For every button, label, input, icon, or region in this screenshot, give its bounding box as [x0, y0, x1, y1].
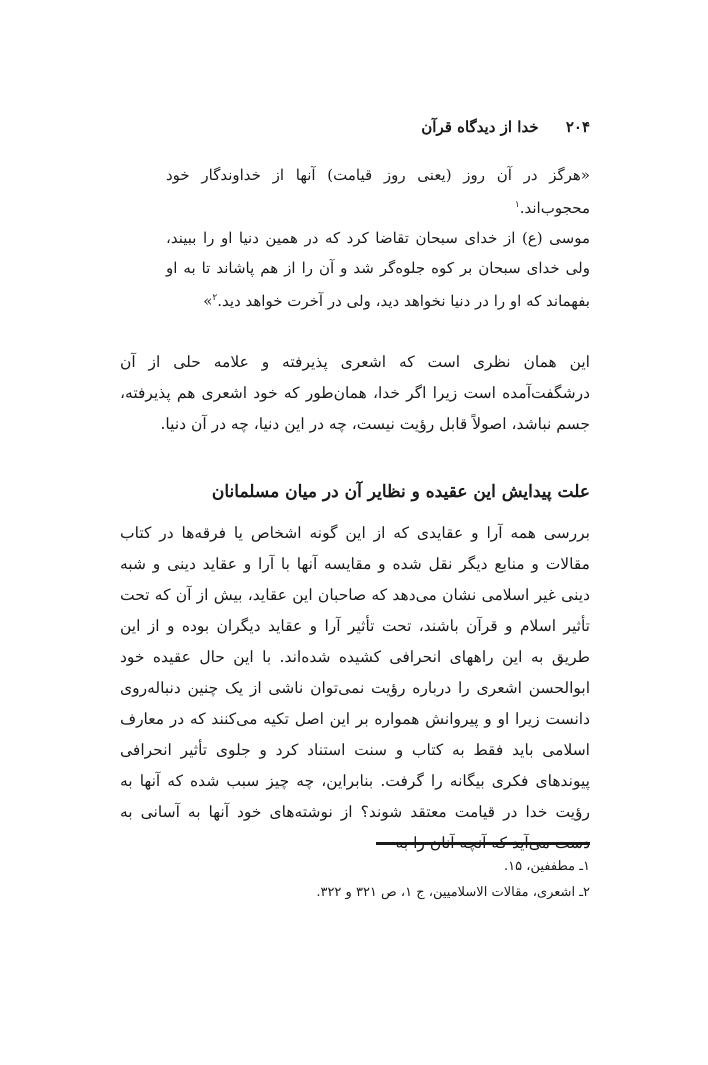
- footnote-2: ۲ـ اشعری، مقالات الاسلامیین، ج ۱، ص ۳۲۱ و ۳۲۲.: [316, 885, 590, 900]
- section-heading: علت پیدایش این عقیده و نظایر آن در میان مسلمانان: [211, 482, 590, 502]
- footnote-1: ۱ـ مطففین، ۱۵.: [504, 859, 590, 874]
- footnote-ref-1: ۱: [514, 200, 520, 210]
- page-number: ۲۰۴: [565, 118, 590, 136]
- running-header: [421, 118, 590, 136]
- body-paragraph-2: [120, 518, 590, 859]
- footnote-divider: [376, 842, 590, 845]
- footnotes: [120, 854, 590, 906]
- body-paragraph-1: [120, 347, 590, 440]
- footnote-ref-2: ۲: [212, 293, 218, 303]
- quoted-passage: [166, 160, 590, 316]
- body-text-2: بررسی همه آرا و عقایدی که از این گونه اشخاص یا فرقه‌ها در کتاب مقالات و منابع دیگر نقل شده و مقایسه آنها با آرا و عقاید دینی و شبه دینی غیر اسلامی نشان می‌دهد که صاحبان این عقاید، بیش از آن که تحت تأثیر اسلام و قرآن باشند، تحت تأثیر آرا و عقاید دیگران بوده و از این طریق به این راههای انحرافی کشیده شده‌اند. با این حال عقیده خود ابوالحسن اشعری را درباره رؤیت نمی‌توان ناشی از یک چنین دنباله‌روی دانست زیرا او و پیروانش همواره بر این اصل تکیه می‌کنند که در معارف اسلامی باید فقط به کتاب و سنت استناد کرد و جلوی تأثیر انحرافی پیوندهای فکری بیگانه را گرفت. بنابراین، چه چیز سبب شده که آنها به رؤیت خدا در قیامت معتقد شوند؟ از نوشته‌های خود آنها به آسانی به دست می‌آید که آنچه آنان را به: [120, 524, 590, 852]
- quote-close-mark: »: [203, 292, 213, 310]
- quote-text-2: موسی (ع) از خدای سبحان تقاضا کرد که در همین دنیا او را ببیند، ولی خدای سبحان بر کوه جلوه‌گر شد و آن را از هم پاشاند تا به او بفهماند که او را در دنیا نخواهد دید، ولی در آخرت خواهد دید.: [166, 229, 590, 310]
- quote-paragraph-1: [166, 160, 590, 223]
- quote-paragraph-2: [166, 223, 590, 316]
- body-text-1: این همان نظری است که اشعری پذیرفته و علامه حلی از آن درشگفت‌آمده است زیرا اگر خدا، همان‌طور که خود اشعری هم پذیرفته، جسم نباشد، اصولاً قابل رؤیت نیست، چه در این دنیا، چه در آن دنیا.: [120, 353, 590, 433]
- quote-text-1: «هرگز در آن روز (یعنی روز قیامت) آنها از خداوندگار خود محجوب‌اند.: [166, 166, 590, 217]
- running-title: خدا از دیدگاه قرآن: [421, 118, 539, 136]
